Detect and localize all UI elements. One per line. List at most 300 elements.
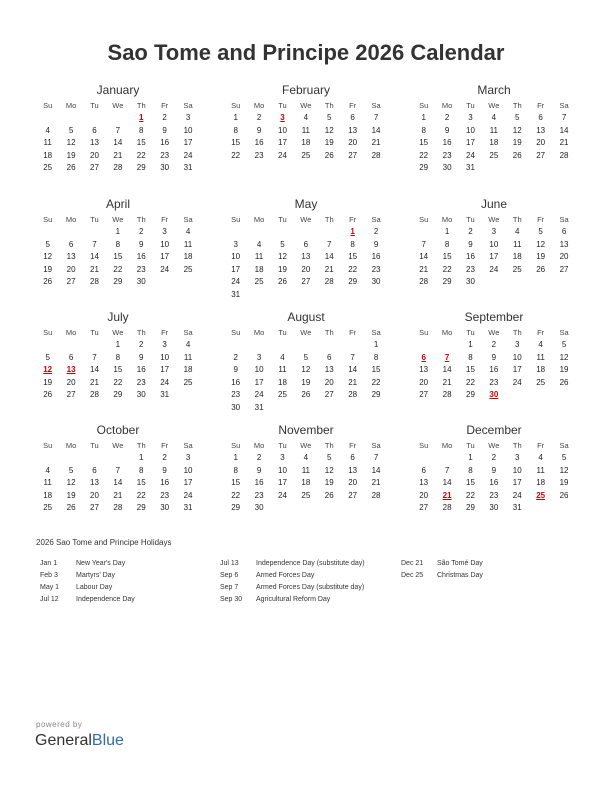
day-cell: 13 [419,478,429,488]
day-cell: 5 [327,113,332,122]
month-grid [412,100,576,175]
day-cell: 12 [559,465,569,475]
day-cell: 9 [233,365,238,375]
day-cell: 8 [421,125,426,135]
day-cell: 3 [515,340,520,349]
day-cell: 9 [256,125,262,135]
weekday-header: Tu [466,441,475,450]
day-cell: 18 [254,264,264,274]
day-cell: 2 [162,453,167,462]
empty-cell [36,339,59,352]
weekday-header: Sa [183,215,193,224]
day-cell: 12 [66,138,76,148]
day-cell: 3 [162,340,167,349]
month-name: February [281,83,331,97]
day-cell: 30 [160,163,170,173]
day-cell: 18 [489,138,499,148]
day-cell: 30 [466,277,475,287]
day-cell: 27 [348,150,358,160]
empty-cell [435,339,458,352]
empty-cell [83,339,106,352]
day-cell: 11 [254,252,264,262]
day-cell: 26 [66,163,76,173]
day-cell: 5 [68,465,74,475]
weekday-header: Sa [559,215,569,224]
day-cell: 27 [419,503,429,513]
day-cell: 24 [512,490,522,500]
holiday-row [401,558,483,570]
month-grid [224,327,388,415]
day-cell: 7 [92,352,97,362]
day-cell: 5 [561,453,567,462]
day-cell: 8 [115,239,121,249]
day-cell: 4 [185,227,191,236]
holiday-name: Labour Day [76,584,113,591]
day-cell: 15 [231,478,241,488]
holiday-row [220,582,365,594]
day-cell: 6 [327,352,332,362]
month-november [224,422,388,515]
month-march [412,82,576,175]
day-cell: 19 [66,150,76,160]
day-cell: 16 [489,365,499,375]
holiday-column [40,558,135,606]
weekday-header: We [112,328,124,337]
day-cell: 28 [419,277,429,287]
month-september [412,309,576,402]
day-cell: 17 [160,252,170,262]
day-cell: 3 [185,453,191,462]
day-cell: 7 [92,239,97,249]
holiday-date: Jul 12 [40,596,59,603]
day-cell: 21 [371,478,381,488]
weekday-header: We [300,328,312,337]
day-cell: 31 [160,390,170,400]
day-cell: 19 [43,264,53,274]
holiday-day-cell: 21 [442,490,452,500]
day-cell: 22 [442,264,452,274]
day-cell: 12 [43,252,53,262]
day-cell: 23 [442,150,452,160]
day-cell: 29 [419,163,429,173]
day-cell: 26 [512,150,522,160]
day-cell: 16 [136,252,146,262]
day-cell: 26 [559,490,569,500]
weekday-header: Fr [537,101,545,110]
weekday-header: Th [512,328,522,337]
month-name: March [477,83,511,97]
day-cell: 13 [301,252,311,262]
day-cell: 19 [324,478,334,488]
day-cell: 15 [136,138,146,148]
day-cell: 12 [512,125,522,135]
weekday-header: Th [324,101,334,110]
day-cell: 12 [324,465,334,475]
day-cell: 10 [183,125,193,135]
day-cell: 30 [136,277,146,287]
day-cell: 24 [183,490,193,500]
day-cell: 1 [233,113,238,122]
day-cell: 28 [371,150,381,160]
day-cell: 4 [515,227,520,236]
day-cell: 8 [139,465,144,475]
empty-cell [36,452,59,465]
holiday-name: Armed Forces Day [256,572,315,579]
day-cell: 27 [66,390,76,400]
day-cell: 17 [183,138,193,148]
weekday-header: Th [136,441,146,450]
day-cell: 29 [348,277,358,287]
month-august [224,309,388,415]
weekday-header: We [112,101,124,110]
holiday-date: Jan 1 [40,560,58,567]
day-cell: 14 [442,478,452,488]
day-cell: 4 [45,465,50,475]
day-cell: 1 [468,453,473,462]
day-cell: 4 [185,340,191,349]
weekday-header: Fr [537,328,545,337]
day-cell: 20 [348,478,358,488]
day-cell: 15 [113,365,123,375]
empty-cell [106,112,129,125]
day-cell: 9 [468,239,473,249]
day-cell: 20 [90,490,99,500]
weekday-header: Fr [349,215,357,224]
day-cell: 10 [183,465,193,475]
holiday-date: Sep 30 [220,596,243,603]
generalblue-logo[interactable] [35,732,124,750]
day-cell: 10 [278,465,287,475]
day-cell: 1 [444,227,450,236]
day-cell: 28 [324,277,334,287]
day-cell: 19 [324,138,334,148]
empty-cell [412,339,435,352]
day-cell: 30 [254,503,264,513]
holiday-name: Agricultural Reform Day [256,596,331,603]
day-cell: 24 [489,264,499,274]
day-cell: 22 [231,490,241,500]
holiday-column [401,558,483,582]
day-cell: 9 [162,465,167,475]
day-cell: 23 [254,490,264,500]
day-cell: 16 [489,478,499,488]
empty-cell [412,226,435,239]
day-cell: 7 [421,239,426,249]
holiday-column [220,558,365,606]
day-cell: 15 [419,138,429,148]
empty-cell [271,339,294,352]
weekday-header: Th [512,101,522,110]
brand-general: General [35,732,92,749]
month-december [412,422,576,515]
day-cell: 19 [66,490,76,500]
day-cell: 10 [160,239,170,249]
day-cell: 18 [183,365,193,375]
holiday-date: May 1 [40,584,60,591]
empty-cell [224,339,247,352]
month-grid [224,100,388,162]
day-cell: 9 [373,239,379,249]
holiday-name: São Tomé Day [437,560,483,567]
weekday-header: Tu [278,215,287,224]
day-cell: 21 [419,264,429,274]
day-cell: 12 [301,365,311,375]
day-cell: 25 [301,490,311,500]
weekday-header: Mo [253,101,265,110]
day-cell: 22 [348,264,358,274]
day-cell: 29 [136,503,146,513]
day-cell: 13 [90,478,99,488]
day-cell: 27 [66,277,76,287]
holiday-row [220,570,365,582]
holiday-day-cell: 1 [350,227,355,236]
day-cell: 14 [324,252,334,262]
holidays-title: 2026 Sao Tome and Principe Holidays [36,538,172,547]
day-cell: 11 [278,365,287,375]
day-cell: 29 [113,277,123,287]
day-cell: 9 [162,125,167,135]
day-cell: 7 [327,239,332,249]
day-cell: 16 [254,478,264,488]
day-cell: 12 [278,252,287,262]
day-cell: 4 [538,453,543,462]
day-cell: 27 [419,390,429,400]
holiday-day-cell: 25 [536,490,546,500]
month-grid [36,214,200,289]
empty-cell [247,226,270,239]
month-grid [36,327,200,402]
weekday-header: Th [324,441,334,450]
day-cell: 20 [324,377,334,387]
day-cell: 25 [489,150,499,160]
empty-cell [318,226,341,239]
empty-cell [59,226,82,239]
day-cell: 24 [183,150,193,160]
day-cell: 3 [185,113,191,122]
day-cell: 19 [43,377,53,387]
month-name: July [107,310,129,324]
day-cell: 18 [536,478,546,488]
month-grid [36,100,200,175]
day-cell: 4 [303,113,309,122]
day-cell: 20 [559,252,569,262]
day-cell: 25 [43,503,53,513]
day-cell: 22 [231,150,241,160]
day-cell: 24 [278,490,287,500]
day-cell: 6 [68,239,74,249]
month-name: December [466,423,522,437]
weekday-header: Th [136,215,146,224]
day-cell: 15 [231,138,241,148]
empty-cell [318,339,341,352]
day-cell: 13 [66,252,76,262]
day-cell: 25 [536,377,546,387]
day-cell: 17 [466,138,475,148]
day-cell: 28 [371,490,381,500]
day-cell: 31 [512,503,522,513]
day-cell: 17 [278,138,287,148]
month-grid [412,440,576,515]
day-cell: 10 [160,352,170,362]
weekday-header: Th [136,101,146,110]
weekday-header: Sa [559,328,569,337]
day-cell: 31 [183,503,193,513]
holiday-date: Dec 25 [401,572,424,579]
day-cell: 14 [90,365,99,375]
day-cell: 6 [561,227,567,236]
day-cell: 17 [512,478,522,488]
weekday-header: Th [324,328,334,337]
day-cell: 7 [350,352,355,362]
day-cell: 1 [233,453,238,462]
day-cell: 15 [466,478,475,488]
day-cell: 11 [489,125,499,135]
day-cell: 5 [280,239,285,249]
day-cell: 29 [231,503,241,513]
day-cell: 10 [512,465,522,475]
weekday-header: Fr [161,441,169,450]
weekday-header: Sa [371,441,381,450]
day-cell: 24 [512,377,522,387]
day-cell: 25 [43,163,53,173]
weekday-header: Tu [466,215,475,224]
day-cell: 2 [256,453,262,462]
holiday-name: Independence Day (substitute day) [256,560,365,567]
empty-cell [83,452,106,465]
day-cell: 4 [256,239,262,249]
weekday-header: Mo [253,441,265,450]
day-cell: 31 [183,163,193,173]
day-cell: 22 [136,490,146,500]
weekday-header: Tu [90,215,99,224]
day-cell: 15 [442,252,452,262]
day-cell: 21 [348,377,358,387]
day-cell: 23 [371,264,381,274]
day-cell: 28 [113,503,123,513]
weekday-header: Su [231,215,241,224]
day-cell: 18 [183,252,193,262]
day-cell: 6 [421,465,426,475]
day-cell: 26 [559,377,569,387]
month-name: June [480,197,508,211]
day-cell: 19 [559,365,569,375]
empty-cell [294,226,317,239]
month-july [36,309,200,402]
day-cell: 9 [444,125,450,135]
day-cell: 24 [278,150,287,160]
day-cell: 17 [231,264,241,274]
weekday-header: Su [419,441,429,450]
weekday-header: Mo [65,101,77,110]
day-cell: 27 [90,163,99,173]
holiday-day-cell: 13 [66,365,76,375]
day-cell: 23 [136,264,146,274]
day-cell: 16 [136,365,146,375]
day-cell: 13 [90,138,99,148]
day-cell: 13 [348,125,358,135]
day-cell: 10 [254,365,264,375]
day-cell: 23 [489,377,499,387]
day-cell: 9 [491,465,497,475]
day-cell: 21 [113,150,123,160]
month-june [412,196,576,289]
holiday-day-cell: 1 [139,113,144,122]
holiday-name: Independence Day [76,596,135,603]
day-cell: 1 [139,453,144,462]
day-cell: 12 [324,125,334,135]
day-cell: 11 [513,239,522,249]
empty-cell [412,452,435,465]
holiday-date: Jul 13 [220,560,239,567]
day-cell: 10 [466,125,475,135]
day-cell: 8 [139,125,144,135]
day-cell: 2 [468,227,473,236]
brand-blue: Blue [91,732,124,749]
day-cell: 26 [43,277,53,287]
empty-cell [341,339,364,352]
day-cell: 15 [136,478,146,488]
day-cell: 2 [162,113,167,122]
day-cell: 26 [324,490,334,500]
empty-cell [83,226,106,239]
holiday-name: New Year's Day [76,560,126,567]
month-name: August [287,310,325,324]
holiday-name: Armed Forces Day (substitute day) [256,584,365,591]
day-cell: 17 [183,478,193,488]
day-cell: 29 [466,390,475,400]
day-cell: 5 [515,113,520,122]
day-cell: 8 [444,239,450,249]
weekday-header: Mo [65,328,77,337]
day-cell: 6 [303,239,309,249]
empty-cell [435,452,458,465]
day-cell: 16 [160,138,170,148]
day-cell: 1 [115,227,121,236]
day-cell: 11 [301,125,311,135]
day-cell: 19 [278,264,287,274]
day-cell: 1 [468,340,473,349]
day-cell: 12 [559,352,569,362]
day-cell: 4 [280,352,285,362]
day-cell: 27 [90,503,99,513]
day-cell: 31 [466,163,475,173]
weekday-header: Tu [278,328,287,337]
day-cell: 18 [43,490,53,500]
day-cell: 21 [371,138,381,148]
weekday-header: Su [419,101,429,110]
weekday-header: Sa [559,101,569,110]
day-cell: 9 [139,239,144,249]
day-cell: 29 [371,390,381,400]
day-cell: 19 [301,377,311,387]
day-cell: 29 [113,390,123,400]
empty-cell [271,226,294,239]
day-cell: 21 [442,377,452,387]
weekday-header: Tu [466,328,475,337]
day-cell: 26 [536,264,546,274]
day-cell: 17 [512,365,522,375]
day-cell: 5 [538,227,543,236]
day-cell: 17 [254,377,264,387]
day-cell: 29 [136,163,146,173]
day-cell: 2 [373,227,379,236]
day-cell: 21 [90,377,99,387]
day-cell: 22 [371,377,381,387]
day-cell: 24 [254,390,264,400]
day-cell: 3 [280,453,285,462]
holiday-day-cell: 30 [489,390,499,400]
day-cell: 12 [66,478,76,488]
